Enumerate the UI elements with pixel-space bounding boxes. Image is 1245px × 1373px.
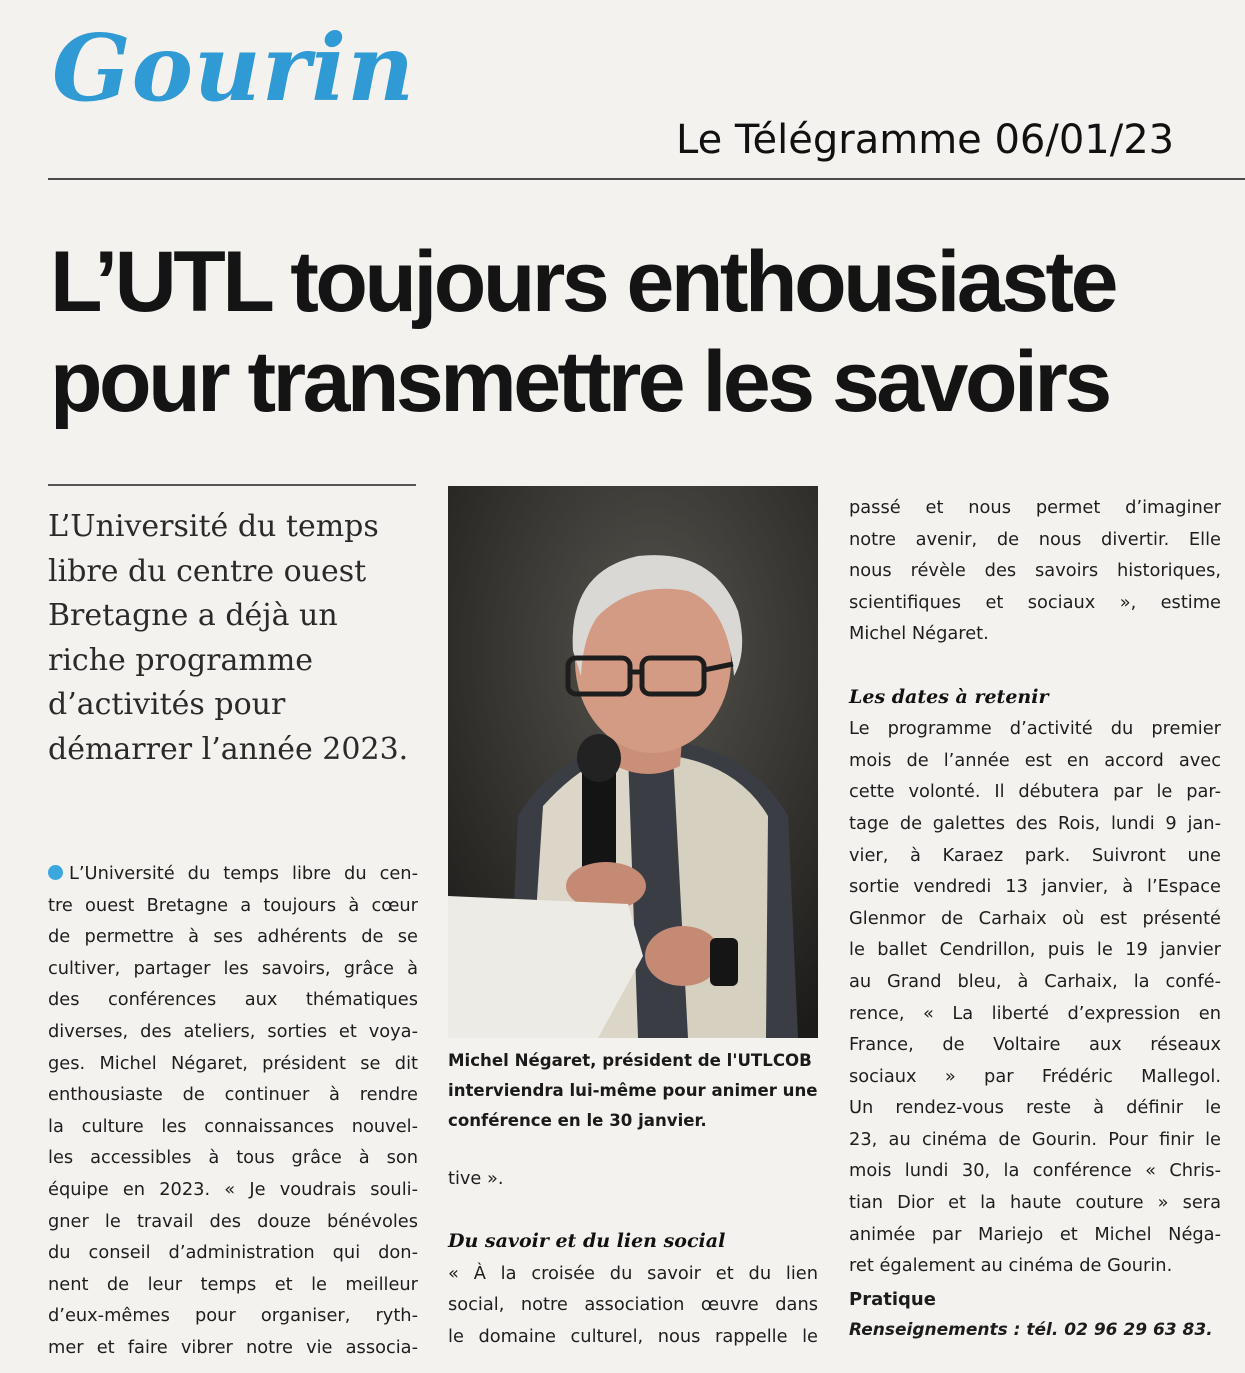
body-line: gner le travail des douze bénévoles <box>48 1210 418 1232</box>
photo-caption <box>448 1046 823 1136</box>
body-line: « À la croisée du savoir et du lien <box>448 1262 818 1284</box>
body-line: 23, au cinéma de Gourin. Pour finir le <box>849 1128 1221 1150</box>
body-line: ges. Michel Négaret, président se dit <box>48 1052 418 1074</box>
top-rule <box>48 178 1245 180</box>
lede-line: libre du centre ouest <box>48 553 367 589</box>
body-line: tage de galettes des Rois, lundi 9 jan- <box>849 812 1221 834</box>
section-title: Gourin <box>52 14 416 122</box>
body-line: sociaux » par Frédéric Mallegol. <box>849 1065 1221 1087</box>
body-line: nous révèle des savoirs historiques, <box>849 560 1221 582</box>
body-line: animée par Mariejo et Michel Néga- <box>849 1223 1221 1245</box>
headline-line: pour transmettre les savoirs <box>50 334 1109 430</box>
body-line: Le programme d’activité du premier <box>849 718 1221 740</box>
bullet-icon <box>48 865 63 880</box>
lede-line: riche programme <box>48 642 314 678</box>
body-line: tre ouest Bretagne a toujours à cœur <box>48 894 418 916</box>
blank-line <box>448 1195 818 1227</box>
body-line: Un rendez-vous reste à définir le <box>849 1097 1221 1119</box>
body-line: ret également au cinéma de Gourin. <box>849 1255 1173 1277</box>
pratique-block <box>849 1285 1229 1345</box>
headline <box>50 232 1230 432</box>
body-line: de permettre à ses adhérents de se <box>48 926 418 948</box>
body-line: le domaine culturel, nous rappelle le <box>448 1325 818 1347</box>
body-line: cette volonté. Il débutera par le par- <box>849 781 1221 803</box>
article-photo <box>448 486 818 1038</box>
body-line: vier, à Karaez park. Suivront une <box>849 844 1221 866</box>
body-line: diverses, des ateliers, sorties et voya- <box>48 1020 418 1042</box>
body-line: passé et nous permet d’imaginer <box>849 497 1221 518</box>
pratique-title: Pratique <box>849 1289 936 1310</box>
lede-rule <box>48 484 416 486</box>
subhead-dates: Les dates à retenir <box>849 685 1049 708</box>
blank-line <box>849 650 1221 682</box>
body-line: le ballet Cendrillon, puis le 19 janvier <box>849 939 1221 961</box>
body-line: équipe en 2023. « Je voudrais souli- <box>48 1178 418 1200</box>
body-line: enthousiaste de continuer à rendre <box>48 1084 418 1106</box>
body-line: du conseil d’administration qui don- <box>48 1242 418 1264</box>
lede-line: L’Université du temps <box>48 509 379 544</box>
pratique-info: Renseignements : tél. 02 96 29 63 83. <box>849 1320 1213 1340</box>
body-line: L’Université du temps libre du cen- <box>69 863 418 884</box>
lede-line: démarrer l’année 2023. <box>48 731 409 767</box>
body-line-first <box>48 858 418 890</box>
body-line: France, de Voltaire aux réseaux <box>849 1034 1221 1056</box>
lede <box>48 505 418 772</box>
source-label: Le Télégramme 06/01/23 <box>676 117 1175 163</box>
body-column-2 <box>448 1163 818 1353</box>
subhead-savoir: Du savoir et du lien social <box>448 1230 726 1253</box>
body-line: mer et faire vibrer notre vie associa- <box>48 1336 418 1358</box>
body-line: nent de leur temps et le meilleur <box>48 1273 418 1295</box>
body-line: Michel Négaret. <box>849 623 989 645</box>
body-column-1 <box>48 858 418 1364</box>
body-line: scientifiques et sociaux », estime <box>849 591 1221 613</box>
caption-line: interviendra lui-même pour animer une <box>448 1081 818 1100</box>
body-line: mois de l’année est en accord avec <box>849 749 1221 771</box>
body-column-3 <box>849 492 1221 1282</box>
body-line: Glenmor de Carhaix où est présenté <box>849 907 1221 929</box>
caption-line: conférence en le 30 janvier. <box>448 1111 707 1130</box>
body-line: cultiver, partager les savoirs, grâce à <box>48 957 418 979</box>
body-line: notre avenir, de nous divertir. Elle <box>849 528 1221 550</box>
body-line: au Grand bleu, à Carhaix, la confé- <box>849 970 1221 992</box>
body-line: tive ». <box>448 1168 504 1189</box>
body-line: des conférences aux thématiques <box>48 989 418 1011</box>
lede-line: Bretagne a déjà un <box>48 598 338 633</box>
body-line: rence, « La liberté d’expression en <box>849 1002 1221 1024</box>
caption-line: Michel Négaret, président de l'UTLCOB <box>448 1051 812 1070</box>
body-line: les accessibles à tous grâce à son <box>48 1147 418 1169</box>
photo-illustration <box>448 486 818 1038</box>
headline-line: L’UTL toujours enthousiaste <box>50 234 1115 330</box>
body-line: d’eux-mêmes pour organiser, ryth- <box>48 1305 418 1327</box>
body-line: mois lundi 30, la conférence « Chris- <box>849 1160 1221 1182</box>
body-line: social, notre association œuvre dans <box>448 1294 818 1316</box>
lede-line: d’activités pour <box>48 687 286 722</box>
body-line: sortie vendredi 13 janvier, à l’Espace <box>849 876 1221 898</box>
body-line: tian Dior et la haute couture » sera <box>849 1192 1221 1214</box>
body-line: la culture les connaissances nouvel- <box>48 1115 418 1137</box>
